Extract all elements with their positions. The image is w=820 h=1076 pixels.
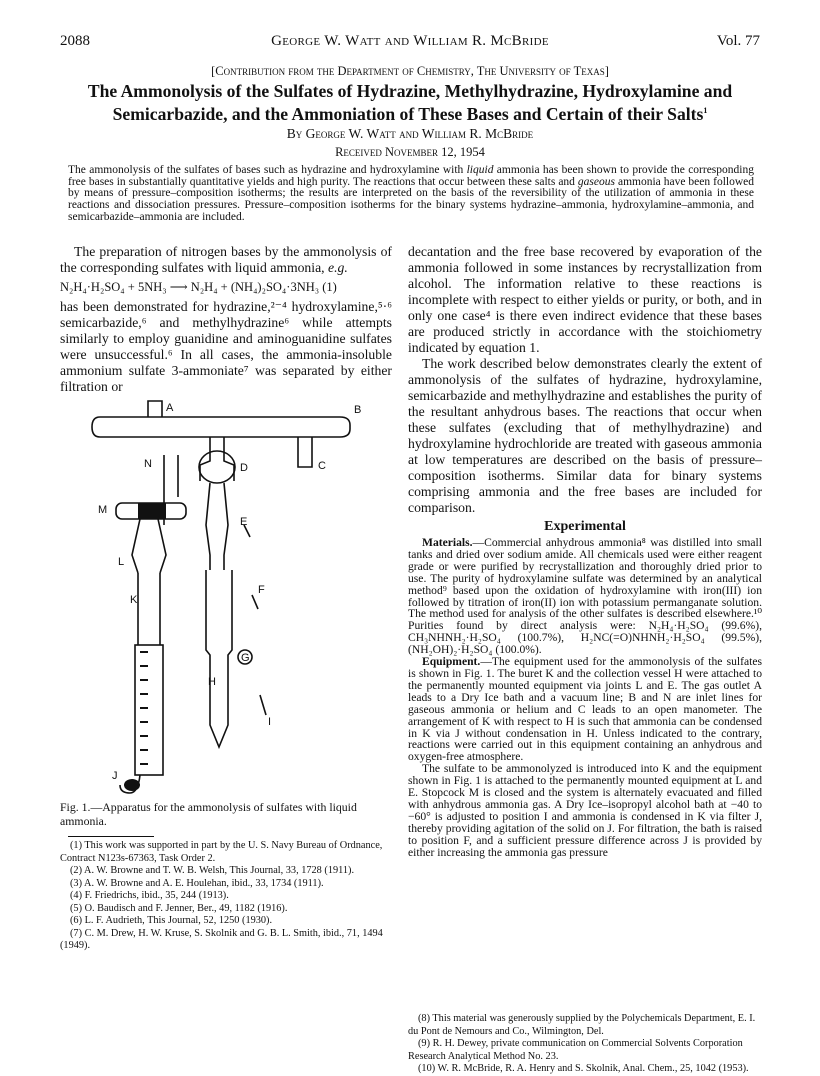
outlet-a: [148, 401, 162, 417]
joint-e: [206, 483, 228, 570]
intro-text: The preparation of nitrogen bases by the ammonolysis of the corresponding sulfates with liquid ammonia,: [60, 244, 392, 275]
bath-position-f: [252, 595, 258, 609]
label-c: C: [318, 460, 326, 472]
stopcock-d: [199, 451, 235, 483]
label-i: I: [268, 716, 272, 728]
right-paragraph-2: The work described below demonstrates clearly the extent of ammonolysis of the sulfates of hydrazine, hydroxylamine, semicarbazide and methylhydrazine and establishes the purity of the resultant anhydrous bases. The reactions that occur when these sulfates (excluding that of methylhydrazine) and hydroxylamine hydrochloride are treated with gaseous ammonia at low temperatures are described on the basis of pressure–composition isotherms. Similar data for binary systems comprising ammonia and the free bases are included for comparison.: [408, 356, 762, 515]
label-l: L: [118, 556, 125, 568]
page-number: 2088: [60, 33, 90, 49]
label-e: E: [240, 516, 248, 528]
footnotes-right: [408, 1013, 762, 1076]
label-n: N: [144, 458, 152, 470]
apparatus-figure: [60, 395, 390, 801]
label-d: D: [240, 462, 248, 474]
footnote: (2) A. W. Browne and T. W. B. Welsh, This Journal, 33, 1728 (1911).: [70, 865, 355, 876]
intro-emphasis: e.g.: [328, 260, 348, 275]
label-k: K: [130, 594, 138, 606]
equipment-text: —The equipment used for the ammonolysis of the sulfates is shown in Fig. 1. The buret K and the collection vessel H were attached to the permanently mounted equipment via joints L and E. The gas outlet A leads to a Dry Ice bath and a vacuum line; B and N are inlet lines for gaseous ammonia or helium and C leads to an open manometer. The arrangement of K with respect to H is such that ammonia can be condensed in K via J without condensation in H. Unless indicated to the contrary, reactions were carried out in this equipment containing an anhydrous and oxygen-free atmosphere.: [408, 655, 762, 764]
abstract-text-1: The ammonolysis of the sulfates of bases such as hydrazine and hydroxylamine with: [68, 164, 467, 176]
footnote: (7) C. M. Drew, H. W. Kruse, S. Skolnik and G. B. L. Smith, ibid., 71, 1494 (1949).: [60, 927, 383, 951]
label-a: A: [166, 402, 174, 414]
title-text: The Ammonolysis of the Sulfates of Hydrazine, Methylhydrazine, Hydroxylamine and Semicarbazide, and the Ammoniation of These Bases and Certain of their Salts: [87, 81, 733, 124]
label-b: B: [354, 404, 362, 416]
filter-j: [124, 779, 140, 791]
abstract-emphasis-2: gaseous: [577, 175, 615, 188]
abstract-text-3: ammonia have been followed by means of pressure–composition isotherms; the results are interpreted on the basis of the reversibility of the utilization of ammonia in these reactions and dissociation pressures. Pressure–composition isotherms for the binary systems hydrazine–ammonia, hydroxylamine–ammonia, and semicarbazide–ammonia are included.: [68, 175, 755, 223]
footnote: (10) W. R. McBride, R. A. Henry and S. Skolnik, Anal. Chem., 25, 1042 (1953).: [418, 1063, 749, 1074]
figure-caption: Fig. 1.—Apparatus for the ammonolysis of sulfates with liquid ammonia.: [60, 800, 357, 828]
inlet-n: [164, 455, 178, 525]
label-f: F: [258, 584, 265, 596]
manometer-stem-c: [298, 437, 312, 467]
equation-1: N₂H₄·H₂SO₄ + 5NH₃ ⟶ N₂H₄ + (NH₄)₂SO₄·3NH₃ (1): [60, 280, 337, 294]
volume-label: Vol. 77: [716, 33, 760, 49]
buret-ticks: [140, 651, 148, 765]
paragraph-2: has been demonstrated for hydrazine,²⁻⁴ hydroxylamine,⁵·⁶ semicarbazide,⁶ and methylhydrazine⁶ while attempts similarly to employ guanidine and aminoguanidine sulfates were unsuccessful.⁶ In all cases, the ammonia-insoluble ammonium sulfate 3-ammoniate⁷ was separated by either filtration or: [60, 299, 392, 394]
footnote: (8) This material was generously supplied by the Polychemicals Department, E. I. du Pont de Nemours and Co., Wilmington, Del.: [408, 1013, 756, 1037]
equipment-paragraph: [408, 656, 762, 763]
section-heading: Experimental: [544, 519, 626, 534]
label-j: J: [112, 770, 118, 782]
label-m: M: [98, 504, 108, 516]
running-title: George W. Watt and William R. McBride: [271, 33, 549, 49]
equipment-heading: Equipment.: [422, 655, 481, 669]
title-footnote-mark: 1: [703, 106, 708, 115]
footnote: (1) This work was supported in part by the U. S. Navy Bureau of Ordnance, Contract N123s-67363, Task Order 2.: [60, 840, 383, 864]
footnote: (9) R. H. Dewey, private communication on Commercial Solvents Corporation Research Analytical Method No. 23.: [408, 1038, 743, 1062]
left-column: [60, 244, 392, 395]
materials-text: —Commercial anhydrous ammonia⁸ was distilled into small tanks and dried over sodium amide. All chemicals used were either reagent grade or were purified by recrystallization and thoroughly dried prior to use. The purity of hydroxylamine sulfate was determined by an analytical method⁹ based upon the oxidation of hydroxylamine with iron(III) ion followed by titration of iron(II) ion with potassium permanganate solution. The method used for analysis of the other sulfates is described elsewhere.¹⁰ Purities found by direct analysis were: N₂H₄·H₂SO₄ (99.6%), CH₃NHNH₂·H₂SO₄ (100.7%), H₂NC(=O)NHNH₂·H₂SO₄ (99.5%), (NH₂OH)₂·H₂SO₄ (100.0%).: [408, 536, 762, 657]
right-paragraph-1: decantation and the free base recovered by evaporation of the ammonia followed in some instances by recrystallization from alcohol. The information relative to these reactions is incomplete with respect to either yields or purity, or both, and in only one case⁴ is there even indirect evidence that these bases are produced strictly in accordance with the stoichiometry indicated by equation 1.: [408, 244, 762, 355]
procedure-paragraph: The sulfate to be ammonolyzed is introduced into K and the equipment shown in Fig. 1 is attached to the permanently mounted equipment at L and E. Stopcock M is closed and the system is alternately evacuated and filled with anhydrous ammonia gas. A Dry Ice–isopropyl alcohol bath at −40 to −60° is adjusted to position I and ammonia is condensed in K via filter J, thereby providing agitation of the solid on J. For filtration, the bath is raised to position F, and a sufficient pressure difference across J is provided by either increasing the ammonia gas pressure: [408, 762, 762, 859]
bath-position-i: [260, 695, 266, 715]
buret-k: [138, 573, 160, 645]
materials-paragraph: [408, 537, 762, 656]
materials-heading: Materials.: [422, 536, 473, 549]
label-h: H: [208, 676, 216, 688]
collection-vessel-h: [206, 570, 232, 747]
right-column: [408, 244, 762, 858]
footnote: (4) F. Friedrichs, ibid., 35, 244 (1913).: [70, 890, 229, 901]
joint-l: [132, 519, 166, 573]
paper-title: [60, 81, 760, 124]
byline: By George W. Watt and William R. McBride: [286, 126, 534, 141]
abstract-text-2: ammonia has been shown to provide the corresponding free bases in substantially quantitative yields and high purity. The reactions that occur between these salts and: [68, 164, 754, 188]
footnote: (5) O. Baudisch and F. Jenner, Ber., 49, 1182 (1916).: [70, 902, 288, 914]
abstract: [68, 165, 754, 224]
intro-paragraph: [60, 244, 392, 276]
buret-scale: [135, 645, 163, 775]
footnotes-left: [60, 840, 390, 953]
label-g: G: [241, 652, 250, 664]
manifold-tube: [92, 417, 350, 437]
abstract-emphasis-1: liquid: [466, 164, 494, 176]
footnote-rule: [68, 836, 154, 837]
footnote: (3) A. W. Browne and A. E. Houlehan, ibid., 33, 1734 (1911).: [70, 877, 324, 889]
central-stem: [200, 437, 234, 481]
stopcock-m-body: [138, 503, 166, 519]
contribution-line: [Contribution from the Department of Chemistry, The University of Texas]: [211, 64, 609, 78]
received-date: Received November 12, 1954: [335, 145, 485, 159]
footnote: (6) L. F. Audrieth, This Journal, 52, 1250 (1930).: [70, 915, 273, 926]
